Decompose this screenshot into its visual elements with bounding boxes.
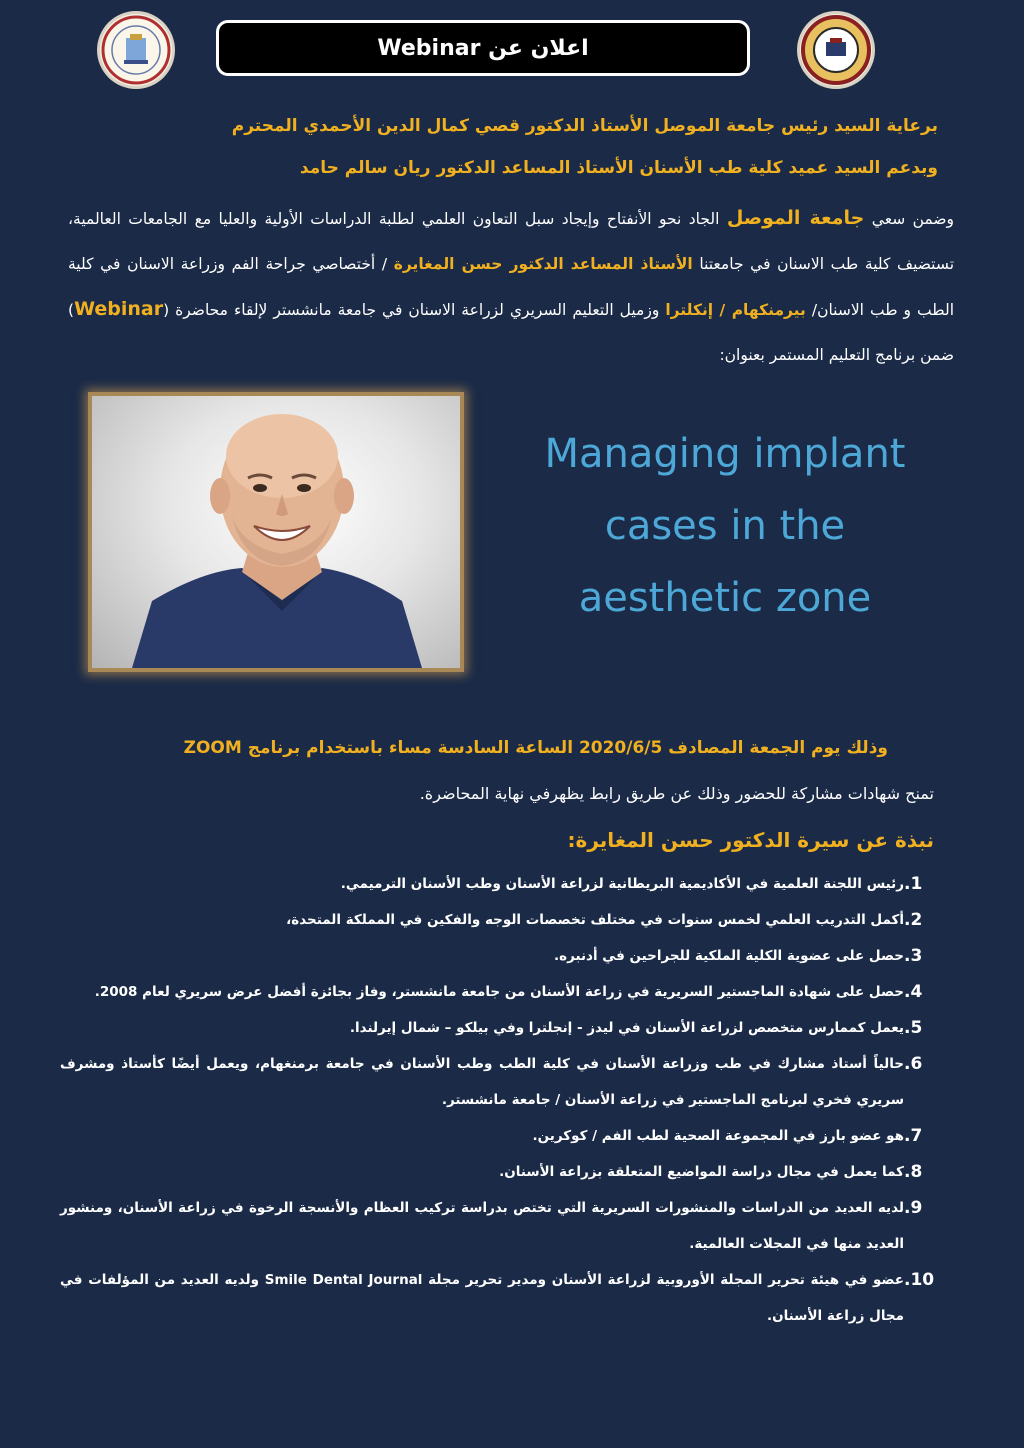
- list-item: [60, 1046, 940, 1118]
- bio-item-number: 9.: [904, 1198, 923, 1218]
- intro-paragraph: [68, 196, 954, 378]
- talk-title-line-2: cases in the: [604, 503, 846, 549]
- bio-item-number: 1.: [904, 874, 923, 894]
- university-logo: [800, 14, 872, 86]
- bio-item-text: حصل على شهادة الماجستير السريرية في زراعة الأسنان من جامعة مانشستر، وفاز بجائزة أفضل عرض سريري لعام 2008.: [94, 984, 904, 1000]
- list-item: [60, 902, 940, 938]
- list-item: [60, 1154, 940, 1190]
- talk-title-line-1: Managing implant: [544, 431, 906, 477]
- patron-line-president: برعاية السيد رئيس جامعة الموصل الأستاذ الدكتور قصي كمال الدين الأحمدي المحترم: [231, 116, 938, 136]
- bio-item-text: كما يعمل في مجال دراسة المواضيع المتعلقة بزراعة الأسنان.: [499, 1164, 904, 1180]
- event-date-line: وذلك يوم الجمعة المصادف 2020/6/5 الساعة السادسة مساء باستخدام برنامج ZOOM: [183, 738, 888, 758]
- bio-item-text: عضو في هيئة تحرير المجلة الأوروبية لزراعة الأسنان ومدير تحرير مجلة Smile Dental Journal ولديه العديد من المؤلفات في مجال زراعة الأسنان.: [60, 1272, 904, 1324]
- bio-item-text: يعمل كممارس متخصص لزراعة الأسنان في ليدز - إنجلترا وفي بيلكو – شمال إيرلندا.: [349, 1020, 904, 1036]
- bio-heading: نبذة عن سيرة الدكتور حسن المغايرة:: [567, 828, 934, 852]
- highlight-university: جامعة الموصل: [726, 207, 865, 229]
- bio-item-number: 3.: [904, 946, 923, 966]
- talk-title: [500, 418, 950, 634]
- list-item: [60, 1190, 940, 1262]
- bio-item-number: 10.: [904, 1270, 935, 1290]
- bio-item-number: 2.: [904, 910, 923, 930]
- bio-item-number: 4.: [904, 982, 923, 1002]
- college-logo: [100, 14, 172, 86]
- list-item: [60, 1118, 940, 1154]
- list-item: [60, 866, 940, 902]
- intro-text-5: ) ضمن برنامج التعليم المستمر بعنوان:: [68, 301, 954, 364]
- bio-item-number: 8.: [904, 1162, 923, 1182]
- intro-text-3: / أختصاصي جراحة الفم وزراعة الاسنان في كلية الطب و طب الاسنان/: [68, 255, 955, 319]
- patron-line-dean: وبدعم السيد عميد كلية طب الأسنان الأستاذ المساعد الدكتور ريان سالم حامد: [299, 158, 938, 178]
- bio-item-number: 7.: [904, 1126, 923, 1146]
- bio-item-text: حالياً أستاذ مشارك في طب وزراعة الأسنان في كلية الطب وطب الأسنان في جامعة برمنغهام، ويعمل أيضًا كأستاذ ومشرف سريري فخري لبرنامج الماجستير في زراعة الأسنان / جامعة مانشستر.: [60, 1056, 904, 1108]
- list-item: [60, 974, 940, 1010]
- bio-item-text: حصل على عضوية الكلية الملكية للجراحين في أدنبره.: [553, 948, 904, 964]
- list-item: [60, 1010, 940, 1046]
- highlight-webinar: Webinar: [74, 298, 164, 320]
- speaker-photo: [88, 392, 464, 672]
- certificate-note: تمنح شهادات مشاركة للحضور وذلك عن طريق رابط يظهرفي نهاية المحاضرة.: [419, 784, 934, 803]
- bio-item-text: هو عضو بارز في المجموعة الصحية لطب الفم / كوكرين.: [532, 1128, 904, 1144]
- list-item: [60, 1262, 940, 1334]
- highlight-guest: الأستاذ المساعد الدكتور حسن المغايرة: [393, 255, 693, 273]
- intro-text-1: وضمن سعي: [864, 210, 954, 228]
- list-item: [60, 938, 940, 974]
- announcement-title: اعلان عن Webinar: [216, 20, 750, 76]
- bio-item-text: لديه العديد من الدراسات والمنشورات السريرية التي تختص بدراسة تركيب العظام والأنسجة الرخوة في زراعة الأسنان، ومنشور العديد منها في المجلات العالمية.: [60, 1200, 904, 1252]
- intro-text-2: الجاد نحو الأنفتاح وإيجاد سبل التعاون العلمي لطلبة الدراسات الأولية والعليا مع الجامعات العالمية، تستضيف كلية طب الاسنان في جامعتنا: [68, 210, 955, 273]
- bio-list: [60, 866, 940, 1334]
- talk-title-line-3: aesthetic zone: [578, 575, 872, 621]
- bio-item-text: أكمل التدريب العلمي لخمس سنوات في مختلف تخصصات الوجه والفكين في المملكة المتحدة،: [286, 912, 904, 928]
- intro-text-4: وزميل التعليم السريري لزراعة الاسنان في جامعة مانشستر لإلقاء محاضرة (: [163, 301, 666, 319]
- bio-item-number: 5.: [904, 1018, 923, 1038]
- bio-item-text: رئيس اللجنة العلمية في الأكاديمية البريطانية لزراعة الأسنان وطب الأسنان الترميمي.: [340, 876, 904, 892]
- highlight-city: بيرمنكهام / إنكلترا: [665, 301, 806, 319]
- bio-item-number: 6.: [904, 1054, 923, 1074]
